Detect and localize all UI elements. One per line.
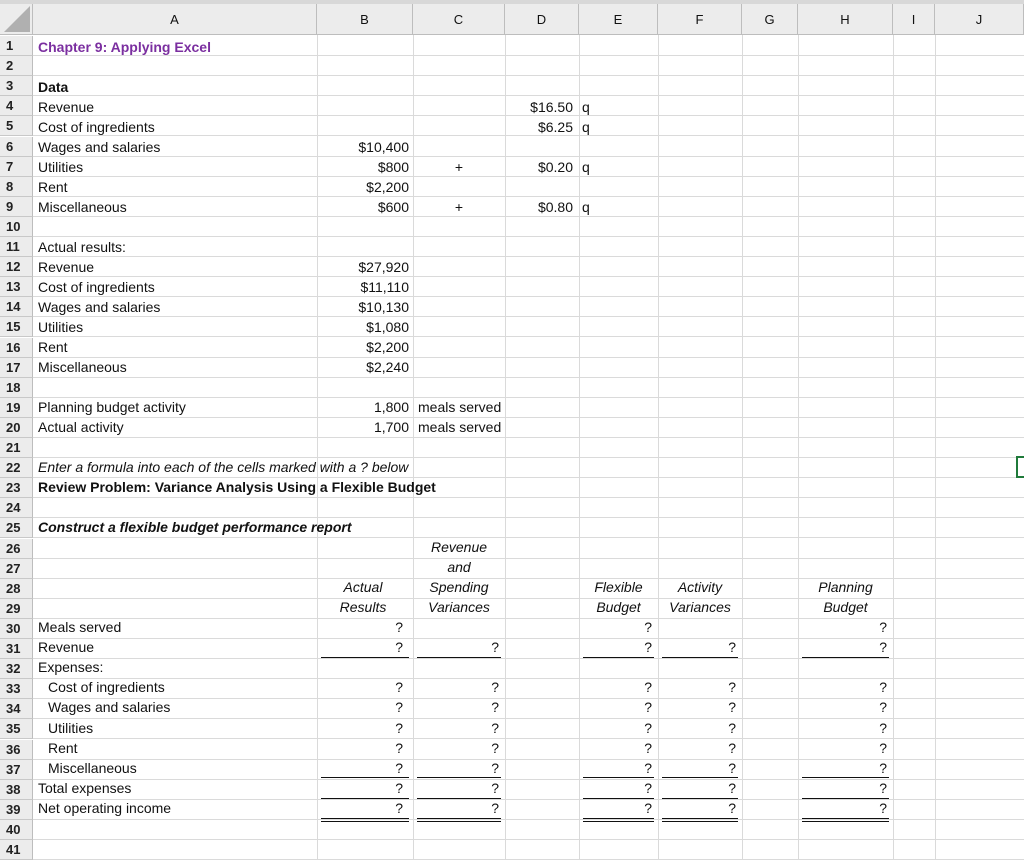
fixed-cost[interactable]: $2,200 <box>366 179 409 195</box>
row-header[interactable]: 4 <box>0 96 33 116</box>
gridline <box>33 336 1024 337</box>
formula-cell[interactable]: ? <box>644 639 652 655</box>
formula-cell[interactable]: ? <box>395 740 403 756</box>
actual-label[interactable]: Revenue <box>38 259 95 275</box>
variable-cost[interactable]: $0.20 <box>537 159 573 175</box>
formula-cell[interactable]: ? <box>728 699 736 715</box>
formula-cell[interactable]: ? <box>728 679 736 695</box>
header-variances[interactable]: Variances <box>428 599 490 615</box>
header-activity[interactable]: Activity <box>677 579 723 595</box>
double-underline <box>417 818 501 822</box>
formula-cell[interactable]: ? <box>395 760 403 776</box>
row-header[interactable]: 5 <box>0 116 33 136</box>
row-header[interactable]: 25 <box>0 518 33 538</box>
underline <box>583 777 654 778</box>
header-and[interactable]: and <box>447 559 471 575</box>
gridline <box>33 276 1024 277</box>
header-budget[interactable]: Budget <box>596 599 641 615</box>
column-header-f[interactable]: F <box>658 4 742 35</box>
underline <box>802 798 889 799</box>
row-header[interactable]: 38 <box>0 780 33 800</box>
row-header[interactable]: 2 <box>0 56 33 76</box>
row-header[interactable]: 21 <box>0 438 33 458</box>
formula-cell[interactable] <box>658 657 736 677</box>
formula-cell[interactable]: ? <box>395 800 403 816</box>
gridline <box>33 839 1024 840</box>
row-header[interactable]: 31 <box>0 639 33 659</box>
instruction-text[interactable]: Enter a formula into each of the cells marked with a ? below <box>38 459 409 475</box>
actual-value[interactable]: $1,080 <box>366 319 409 335</box>
column-header-c[interactable]: C <box>413 4 505 35</box>
actual-value[interactable]: $10,130 <box>358 299 409 315</box>
gridline <box>33 75 1024 76</box>
header-budget[interactable]: Budget <box>823 599 868 615</box>
underline <box>417 777 501 778</box>
formula-cell[interactable]: ? <box>491 639 499 655</box>
row-header[interactable]: 32 <box>0 659 33 679</box>
formula-cell[interactable]: ? <box>644 760 652 776</box>
formula-cell[interactable] <box>413 617 499 637</box>
fixed-cost[interactable]: $10,400 <box>358 139 409 155</box>
row-header[interactable]: 12 <box>0 257 33 277</box>
formula-cell[interactable]: ? <box>879 699 887 715</box>
gridline <box>33 417 1024 418</box>
formula-cell[interactable] <box>413 657 499 677</box>
row-header[interactable]: 28 <box>0 579 33 599</box>
report-row-label[interactable]: Total expenses <box>38 780 132 796</box>
row-header[interactable]: 34 <box>0 699 33 719</box>
formula-cell[interactable]: ? <box>728 720 736 736</box>
column-header-d[interactable]: D <box>505 4 579 35</box>
fixed-cost[interactable]: $600 <box>377 199 409 215</box>
fixed-cost[interactable]: $800 <box>377 159 409 175</box>
row-header[interactable]: 39 <box>0 800 33 820</box>
formula-cell[interactable]: ? <box>879 760 887 776</box>
cost-label[interactable]: Rent <box>38 179 68 195</box>
row-header[interactable]: 41 <box>0 840 33 860</box>
report-row-label[interactable]: Meals served <box>38 619 122 635</box>
formula-cell[interactable]: ? <box>879 679 887 695</box>
formula-cell[interactable]: ? <box>491 740 499 756</box>
underline <box>802 777 889 778</box>
report-row-label[interactable]: Net operating income <box>38 800 172 816</box>
row-header[interactable]: 6 <box>0 137 33 157</box>
gridline <box>33 558 1024 559</box>
double-underline <box>662 818 738 822</box>
double-underline <box>321 818 409 822</box>
row-header[interactable]: 16 <box>0 338 33 358</box>
plus-sign[interactable]: + <box>454 199 464 215</box>
column-header-e[interactable]: E <box>579 4 658 35</box>
formula-cell[interactable] <box>798 657 887 677</box>
gridline <box>893 35 894 859</box>
formula-cell[interactable]: ? <box>395 679 403 695</box>
report-row-label[interactable]: Cost of ingredients <box>48 679 165 695</box>
row-header[interactable]: 24 <box>0 498 33 518</box>
selected-cell[interactable] <box>1016 456 1024 478</box>
underline <box>321 798 409 799</box>
formula-cell[interactable]: ? <box>644 699 652 715</box>
select-all-corner[interactable] <box>0 4 33 35</box>
actual-value[interactable]: $27,920 <box>358 259 409 275</box>
variable-cost[interactable]: $6.25 <box>537 119 573 135</box>
formula-cell[interactable]: ? <box>644 679 652 695</box>
row-header[interactable]: 37 <box>0 760 33 780</box>
formula-cell[interactable] <box>317 657 403 677</box>
unit-q[interactable]: q <box>582 159 590 175</box>
formula-cell[interactable]: ? <box>491 780 499 796</box>
construct-label[interactable]: Construct a flexible budget performance report <box>38 519 352 535</box>
formula-cell[interactable]: ? <box>728 639 736 655</box>
report-row-label[interactable]: Expenses: <box>38 659 104 675</box>
formula-cell[interactable] <box>658 617 736 637</box>
row-header[interactable]: 40 <box>0 820 33 840</box>
report-row-label[interactable]: Utilities <box>48 720 94 736</box>
gridline <box>33 316 1024 317</box>
formula-cell[interactable]: ? <box>644 619 652 635</box>
header-variances[interactable]: Variances <box>669 599 731 615</box>
column-header-i[interactable]: I <box>893 4 935 35</box>
formula-cell[interactable]: ? <box>728 780 736 796</box>
gridline <box>33 377 1024 378</box>
row-header[interactable]: 30 <box>0 619 33 639</box>
row-header[interactable]: 1 <box>0 36 33 56</box>
row-header[interactable]: 36 <box>0 740 33 760</box>
underline <box>417 657 501 658</box>
formula-cell[interactable]: ? <box>491 720 499 736</box>
cost-label[interactable]: Miscellaneous <box>38 199 127 215</box>
gridline <box>33 256 1024 257</box>
row-header[interactable]: 3 <box>0 76 33 96</box>
double-underline <box>802 818 889 822</box>
row-header[interactable]: 18 <box>0 378 33 398</box>
formula-cell[interactable]: ? <box>395 720 403 736</box>
row-header[interactable]: 15 <box>0 317 33 337</box>
report-row-label[interactable]: Wages and salaries <box>48 699 171 715</box>
report-row-label[interactable]: Revenue <box>38 639 95 655</box>
formula-cell[interactable]: ? <box>879 780 887 796</box>
activity-unit[interactable]: meals served <box>418 399 502 415</box>
header-flexible[interactable]: Flexible <box>594 579 643 595</box>
row-header[interactable]: 23 <box>0 478 33 498</box>
sheet-title[interactable]: Chapter 9: Applying Excel <box>38 39 211 55</box>
report-row-label[interactable]: Miscellaneous <box>48 760 137 776</box>
formula-cell[interactable]: ? <box>879 720 887 736</box>
formula-cell[interactable]: ? <box>491 679 499 695</box>
underline <box>583 657 654 658</box>
header-revenue[interactable]: Revenue <box>430 539 488 555</box>
review-title[interactable]: Review Problem: Variance Analysis Using a Flexible Budget <box>38 479 436 495</box>
actual-value[interactable]: $2,240 <box>366 359 409 375</box>
formula-cell[interactable]: ? <box>644 780 652 796</box>
formula-cell[interactable]: ? <box>728 800 736 816</box>
row-header[interactable]: 22 <box>0 458 33 478</box>
formula-cell[interactable]: ? <box>491 760 499 776</box>
report-row-label[interactable]: Rent <box>48 740 78 756</box>
row-header[interactable]: 13 <box>0 277 33 297</box>
data-label[interactable]: Data <box>38 79 69 95</box>
formula-cell[interactable]: ? <box>728 740 736 756</box>
cost-label[interactable]: Utilities <box>38 159 84 175</box>
column-header-b[interactable]: B <box>317 4 413 35</box>
actual-label[interactable]: Cost of ingredients <box>38 279 155 295</box>
row-header[interactable]: 33 <box>0 679 33 699</box>
cost-label[interactable]: Wages and salaries <box>38 139 161 155</box>
row-header[interactable]: 20 <box>0 418 33 438</box>
row-header[interactable]: 19 <box>0 398 33 418</box>
underline <box>662 657 738 658</box>
gridline <box>33 437 1024 438</box>
actual-value[interactable]: $11,110 <box>360 279 409 295</box>
formula-cell[interactable]: ? <box>395 619 403 635</box>
row-header[interactable]: 17 <box>0 358 33 378</box>
formula-cell[interactable]: ? <box>644 740 652 756</box>
variable-cost[interactable]: $16.50 <box>530 99 573 115</box>
column-header-j[interactable]: J <box>935 4 1024 35</box>
formula-cell[interactable]: ? <box>879 800 887 816</box>
formula-cell[interactable] <box>579 657 652 677</box>
cost-label[interactable]: Revenue <box>38 99 95 115</box>
header-spending[interactable]: Spending <box>429 579 489 595</box>
actual-label[interactable]: Wages and salaries <box>38 299 161 315</box>
underline <box>662 777 738 778</box>
formula-cell[interactable]: ? <box>395 699 403 715</box>
formula-cell[interactable]: ? <box>491 800 499 816</box>
column-header-a[interactable]: A <box>33 4 317 35</box>
unit-q[interactable]: q <box>582 199 590 215</box>
formula-cell[interactable]: ? <box>879 740 887 756</box>
plus-sign[interactable]: + <box>454 159 464 175</box>
formula-cell[interactable]: ? <box>644 800 652 816</box>
row-header[interactable]: 35 <box>0 719 33 739</box>
gridline <box>935 35 936 859</box>
underline <box>802 657 889 658</box>
activity-unit[interactable]: meals served <box>418 419 502 435</box>
column-header-g[interactable]: G <box>742 4 798 35</box>
row-header[interactable]: 10 <box>0 217 33 237</box>
cost-label[interactable]: Cost of ingredients <box>38 119 155 135</box>
underline <box>321 777 409 778</box>
row-header[interactable]: 8 <box>0 177 33 197</box>
underline <box>583 798 654 799</box>
activity-value[interactable]: 1,700 <box>373 419 409 435</box>
formula-cell[interactable]: ? <box>879 639 887 655</box>
row-header[interactable]: 7 <box>0 157 33 177</box>
column-header-h[interactable]: H <box>798 4 893 35</box>
actual-results-label[interactable]: Actual results: <box>38 239 126 255</box>
header-results[interactable]: Results <box>339 599 387 615</box>
row-header[interactable]: 29 <box>0 599 33 619</box>
actual-label[interactable]: Rent <box>38 339 68 355</box>
header-actual[interactable]: Actual <box>343 579 383 595</box>
gridline <box>33 296 1024 297</box>
row-header[interactable]: 9 <box>0 197 33 217</box>
gridline <box>33 236 1024 237</box>
row-header[interactable]: 27 <box>0 559 33 579</box>
formula-cell[interactable]: ? <box>395 639 403 655</box>
underline <box>417 798 501 799</box>
gridline <box>33 357 1024 358</box>
unit-q[interactable]: q <box>582 119 590 135</box>
formula-cell[interactable]: ? <box>879 619 887 635</box>
actual-label[interactable]: Miscellaneous <box>38 359 127 375</box>
actual-value[interactable]: $2,200 <box>366 339 409 355</box>
activity-label[interactable]: Planning budget activity <box>38 399 186 415</box>
row-header[interactable]: 26 <box>0 539 33 559</box>
gridline <box>742 35 743 859</box>
activity-label[interactable]: Actual activity <box>38 419 124 435</box>
header-planning[interactable]: Planning <box>818 579 873 595</box>
underline <box>321 657 409 658</box>
underline <box>662 798 738 799</box>
formula-cell[interactable]: ? <box>644 720 652 736</box>
gridline <box>33 497 1024 498</box>
formula-cell[interactable]: ? <box>728 760 736 776</box>
formula-cell[interactable]: ? <box>395 780 403 796</box>
activity-value[interactable]: 1,800 <box>373 399 409 415</box>
actual-label[interactable]: Utilities <box>38 319 84 335</box>
gridline <box>33 95 1024 96</box>
formula-cell[interactable]: ? <box>491 699 499 715</box>
row-header[interactable]: 11 <box>0 237 33 257</box>
double-underline <box>583 818 654 822</box>
gridline <box>33 537 1024 538</box>
row-header[interactable]: 14 <box>0 297 33 317</box>
unit-q[interactable]: q <box>582 99 590 115</box>
variable-cost[interactable]: $0.80 <box>537 199 573 215</box>
